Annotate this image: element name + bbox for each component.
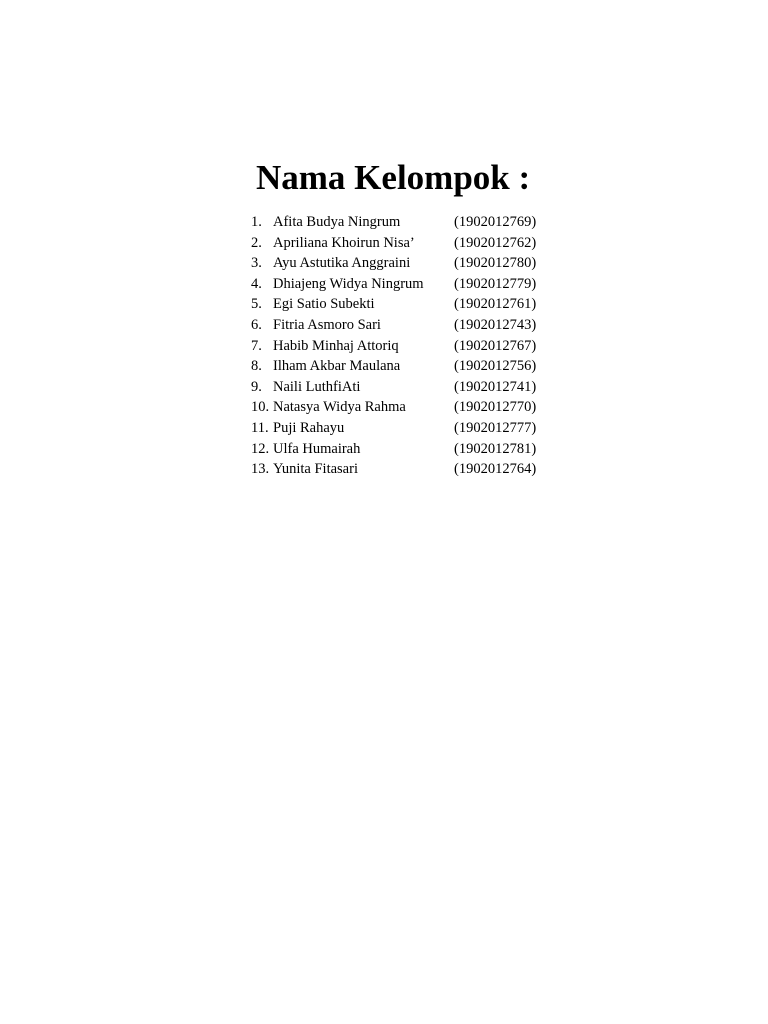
- member-nim: (1902012764): [454, 461, 537, 478]
- list-item: [251, 356, 536, 377]
- member-name: Ayu Astutika Anggraini: [273, 255, 411, 272]
- list-item: [251, 253, 536, 274]
- list-item: [251, 459, 536, 480]
- member-name: Yunita Fitasari: [273, 461, 358, 478]
- member-number: 11.: [251, 419, 269, 436]
- member-name: Apriliana Khoirun Nisa’: [273, 234, 415, 251]
- member-nim: (1902012762): [454, 234, 537, 251]
- list-item: [251, 212, 536, 233]
- member-nim: (1902012779): [454, 275, 537, 292]
- member-name: Ilham Akbar Maulana: [273, 358, 401, 375]
- member-number: 7.: [251, 337, 262, 354]
- member-name: Fitria Asmoro Sari: [273, 316, 381, 333]
- list-item: [251, 294, 536, 315]
- list-item: [251, 377, 536, 398]
- member-nim: (1902012767): [454, 337, 537, 354]
- member-number: 9.: [251, 378, 262, 395]
- member-number: 12.: [251, 440, 270, 457]
- member-number: 10.: [251, 399, 270, 416]
- member-nim: (1902012743): [454, 316, 537, 333]
- member-name: Puji Rahayu: [273, 419, 345, 436]
- member-number: 13.: [251, 461, 270, 478]
- member-name: Naili LuthfiAti: [273, 378, 361, 395]
- list-item: [251, 274, 536, 295]
- member-nim: (1902012741): [454, 378, 537, 395]
- member-number: 4.: [251, 275, 262, 292]
- member-name: Egi Satio Subekti: [273, 296, 375, 313]
- member-name: Dhiajeng Widya Ningrum: [273, 275, 424, 292]
- member-number: 6.: [251, 316, 262, 333]
- member-nim: (1902012781): [454, 440, 537, 457]
- member-nim: (1902012761): [454, 296, 537, 313]
- member-nim: (1902012780): [454, 255, 537, 272]
- list-item: [251, 439, 536, 460]
- member-number: 3.: [251, 255, 262, 272]
- member-nim: (1902012769): [454, 214, 537, 230]
- member-name: Afita Budya Ningrum: [273, 214, 401, 230]
- member-number: 2.: [251, 234, 262, 251]
- member-list: [251, 212, 536, 480]
- list-item: [251, 397, 536, 418]
- member-name: Ulfa Humairah: [273, 440, 361, 457]
- list-item: [251, 336, 536, 357]
- member-name: Habib Minhaj Attoriq: [273, 337, 399, 354]
- member-number: 5.: [251, 296, 262, 313]
- page-title: Nama Kelompok :: [256, 158, 531, 197]
- member-nim: (1902012770): [454, 399, 537, 416]
- member-number: 8.: [251, 358, 262, 375]
- member-number: 1.: [251, 214, 262, 230]
- list-item: [251, 233, 536, 254]
- member-nim: (1902012756): [454, 358, 537, 375]
- list-item: [251, 315, 536, 336]
- member-nim: (1902012777): [454, 419, 537, 436]
- member-name: Natasya Widya Rahma: [273, 399, 406, 416]
- list-item: [251, 418, 536, 439]
